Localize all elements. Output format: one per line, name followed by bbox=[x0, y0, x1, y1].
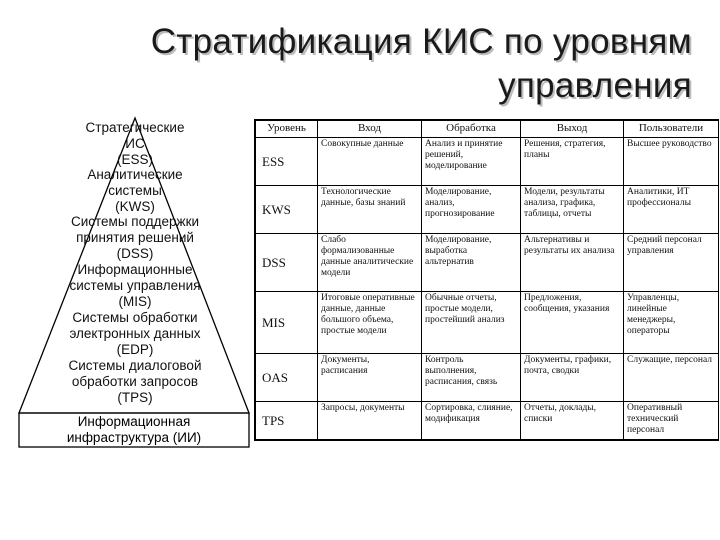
cell-processing-text: Обычные отчеты, простые модели, простейший анализ bbox=[425, 293, 505, 325]
cell-level: DSS bbox=[256, 234, 318, 292]
cell-output bbox=[521, 402, 624, 440]
cell-output-text: Предложения, сообщения, указания bbox=[524, 293, 610, 314]
table-header-row bbox=[256, 121, 719, 138]
cell-processing bbox=[422, 402, 521, 440]
cell-level: ESS bbox=[256, 138, 318, 186]
pyramid-base-label bbox=[20, 413, 248, 448]
cell-processing-text: Сортировка, слияние, модификация bbox=[425, 403, 513, 424]
header-processing: Обработка bbox=[422, 121, 521, 138]
cell-input-text: Документы, расписания bbox=[321, 355, 370, 376]
pyramid-level-1-line-1: Стратегические bbox=[85, 120, 185, 135]
cell-processing bbox=[422, 186, 521, 234]
cell-users-text: Аналитики, ИТ профессионалы bbox=[627, 187, 691, 208]
cell-users-text: Высшее руководство bbox=[627, 139, 712, 149]
pyramid-level-6-line-2: обработки запросов bbox=[71, 374, 199, 389]
pyramid-level-4 bbox=[55, 262, 215, 310]
cell-input bbox=[318, 402, 422, 440]
pyramid-level-4-line-2: системы управления bbox=[69, 278, 201, 293]
pyramid-level-3-line-3: (DSS) bbox=[116, 246, 154, 261]
cell-output-text: Решения, стратегия, планы bbox=[524, 139, 606, 160]
cell-users-text: Управленцы, линейные менеджеры, операторы bbox=[627, 293, 680, 336]
header-level: Уровень bbox=[256, 121, 318, 138]
cell-input-text: Совокупные данные bbox=[321, 139, 404, 149]
pyramid-level-3-line-1: Системы поддержки bbox=[70, 214, 200, 229]
pyramid-base-line-2: инфраструктура (ИИ) bbox=[66, 430, 202, 445]
pyramid-base-line-1: Информационная bbox=[77, 414, 191, 429]
cell-level: OAS bbox=[256, 354, 318, 402]
cell-output bbox=[521, 354, 624, 402]
cell-output-text: Альтернативы и результаты их анализа bbox=[524, 235, 615, 256]
pyramid-level-2-line-1: Аналитические bbox=[87, 167, 183, 182]
cell-level: KWS bbox=[256, 186, 318, 234]
cell-input bbox=[318, 138, 422, 186]
cell-users-text: Оперативный технический персонал bbox=[627, 403, 683, 435]
pyramid-level-5-line-1: Системы обработки bbox=[72, 310, 198, 325]
cell-input bbox=[318, 354, 422, 402]
slide-title-line-2: управления bbox=[498, 66, 692, 105]
pyramid-level-6-line-3: (TPS) bbox=[117, 390, 153, 405]
cell-users bbox=[624, 292, 719, 354]
cell-input bbox=[318, 186, 422, 234]
pyramid-level-4-line-3: (MIS) bbox=[118, 294, 152, 309]
pyramid-level-5-line-3: (EDP) bbox=[116, 342, 154, 357]
cell-level: MIS bbox=[256, 292, 318, 354]
table-row bbox=[256, 138, 719, 186]
cell-users-text: Служащие, персонал bbox=[627, 355, 712, 365]
cell-output-text: Документы, графики, почта, сводки bbox=[524, 355, 612, 376]
pyramid-level-2-line-2: системы bbox=[108, 183, 162, 198]
cell-output-text: Отчеты, доклады, списки bbox=[524, 403, 597, 424]
cell-output bbox=[521, 234, 624, 292]
cell-input-text: Технологические данные, базы знаний bbox=[321, 187, 406, 208]
cell-input-text: Итоговые оперативные данные, данные большого объема, простые модели bbox=[321, 293, 415, 336]
cell-processing-text: Контроль выполнения, расписания, связь bbox=[425, 355, 498, 387]
header-input: Вход bbox=[318, 121, 422, 138]
pyramid-level-1 bbox=[55, 120, 215, 168]
pyramid-level-6-line-1: Системы диалоговой bbox=[68, 358, 202, 373]
table-row bbox=[256, 292, 719, 354]
pyramid-level-3 bbox=[55, 214, 215, 262]
levels-table bbox=[254, 119, 719, 441]
cell-output bbox=[521, 186, 624, 234]
pyramid-level-4-line-1: Информационные bbox=[77, 262, 193, 277]
cell-output-text: Модели, результаты анализа, графика, таблицы, отчеты bbox=[524, 187, 605, 219]
pyramid-level-2-line-3: (KWS) bbox=[115, 199, 155, 214]
pyramid-level-2 bbox=[55, 167, 215, 215]
table-body bbox=[256, 138, 719, 440]
cell-users bbox=[624, 402, 719, 440]
cell-level: TPS bbox=[256, 402, 318, 440]
table-row bbox=[256, 354, 719, 402]
cell-processing-text: Анализ и принятие решений, моделирование bbox=[425, 139, 503, 171]
pyramid-level-6 bbox=[55, 358, 215, 406]
cell-users bbox=[624, 354, 719, 402]
cell-processing bbox=[422, 354, 521, 402]
cell-processing bbox=[422, 234, 521, 292]
cell-users bbox=[624, 186, 719, 234]
table-row bbox=[256, 402, 719, 440]
cell-input bbox=[318, 234, 422, 292]
cell-processing bbox=[422, 138, 521, 186]
cell-processing bbox=[422, 292, 521, 354]
cell-output bbox=[521, 138, 624, 186]
cell-input-text: Запросы, документы bbox=[321, 403, 405, 413]
table-row bbox=[256, 186, 719, 234]
cell-processing-text: Моделирование, выработка альтернатив bbox=[425, 235, 492, 267]
cell-output bbox=[521, 292, 624, 354]
pyramid-level-5-line-2: электронных данных bbox=[69, 326, 201, 341]
header-users: Пользователи bbox=[624, 121, 719, 138]
cell-users bbox=[624, 138, 719, 186]
table-row bbox=[256, 234, 719, 292]
slide-title-line-1: Стратификация КИС по уровням bbox=[150, 22, 692, 61]
cell-input-text: Слабо формализованные данные аналитические модели bbox=[321, 235, 414, 278]
pyramid-level-5 bbox=[55, 310, 215, 358]
cell-input bbox=[318, 292, 422, 354]
header-output: Выход bbox=[521, 121, 624, 138]
pyramid-level-3-line-2: принятия решений bbox=[76, 230, 194, 245]
pyramid-level-1-line-2: ИС bbox=[125, 136, 145, 151]
cell-processing-text: Моделирование, анализ, прогнозирование bbox=[425, 187, 495, 219]
cell-users bbox=[624, 234, 719, 292]
pyramid-level-1-line-3: (ESS) bbox=[116, 152, 153, 167]
cell-users-text: Средний персонал управления bbox=[627, 235, 702, 256]
